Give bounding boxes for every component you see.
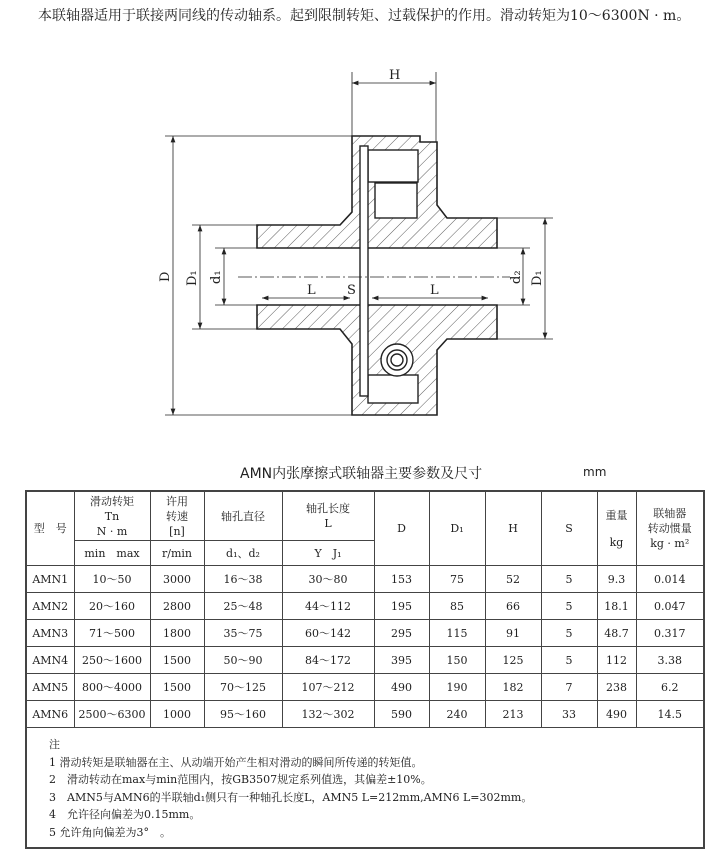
note: 3 AMN5与AMN6的半联轴d₁侧只有一种轴孔长度L，AMN5 L=212mm,AMN6 L=302mm。: [49, 790, 533, 804]
table-cell: 112: [597, 647, 636, 674]
table-cell: 395: [374, 647, 429, 674]
table-cell: 3000: [150, 566, 204, 593]
label-H: H: [389, 68, 401, 83]
table-cell: 14.5: [636, 701, 704, 728]
table-row: [26, 566, 704, 593]
label-D: D: [158, 271, 173, 282]
table-cell: 66: [485, 593, 541, 620]
table-cell: 590: [374, 701, 429, 728]
table-cell: 85: [429, 593, 485, 620]
table-cell: AMN1: [26, 566, 74, 593]
header-model: 型 号: [26, 491, 74, 566]
table-cell: 2500～6300: [74, 701, 150, 728]
label-D1-right: D₁: [530, 270, 545, 286]
table-cell: 213: [485, 701, 541, 728]
header-bore: 轴孔直径: [204, 491, 282, 541]
header-inertia: 联轴器 转动惯量 kg · m²: [636, 491, 704, 566]
table-cell: 115: [429, 620, 485, 647]
table-cell: 20～160: [74, 593, 150, 620]
table-cell: 0.014: [636, 566, 704, 593]
header-length-sub: Y J₁: [282, 541, 374, 566]
table-cell: AMN6: [26, 701, 74, 728]
table-cell: 50～90: [204, 647, 282, 674]
header-D1: D₁: [429, 491, 485, 566]
header-speed: 许用 转速 [n]: [150, 491, 204, 541]
table-cell: 195: [374, 593, 429, 620]
table-cell: 6.2: [636, 674, 704, 701]
note: 注: [49, 738, 60, 751]
header-D: D: [374, 491, 429, 566]
table-cell: 1500: [150, 674, 204, 701]
table-cell: 30～80: [282, 566, 374, 593]
note: 5 允许角向偏差为3° 。: [49, 825, 171, 839]
note: 1 滑动转矩是联轴器在主、从动端开始产生相对滑动的瞬间所传递的转矩值。: [49, 755, 423, 769]
table-cell: 240: [429, 701, 485, 728]
header-S: S: [541, 491, 597, 566]
table-cell: 25～48: [204, 593, 282, 620]
note: 2 滑动转动在max与min范围内，按GB3507规定系列值选，其偏差±10%。: [49, 773, 432, 786]
header-speed-sub: r/min: [150, 541, 204, 566]
table-cell: 75: [429, 566, 485, 593]
table-cell: 0.047: [636, 593, 704, 620]
table-cell: 48.7: [597, 620, 636, 647]
table-cell: 35～75: [204, 620, 282, 647]
note: 4 允许径向偏差为0.15mm。: [49, 808, 201, 821]
table-cell: 5: [541, 647, 597, 674]
label-d1: d₁: [209, 270, 224, 284]
header-bore-sub: d₁、d₂: [204, 541, 282, 566]
label-D1-left: D₁: [185, 270, 200, 286]
table-cell: 153: [374, 566, 429, 593]
header-length: 轴孔长度 L: [282, 491, 374, 541]
table-cell: 0.317: [636, 620, 704, 647]
table-cell: 182: [485, 674, 541, 701]
table-row: [26, 701, 704, 728]
table-cell: 52: [485, 566, 541, 593]
table-cell: 84～172: [282, 647, 374, 674]
table-cell: 44～112: [282, 593, 374, 620]
table-cell: 9.3: [597, 566, 636, 593]
table-cell: 1800: [150, 620, 204, 647]
label-S: S: [347, 283, 356, 298]
table-cell: AMN5: [26, 674, 74, 701]
table-cell: 800～4000: [74, 674, 150, 701]
table-cell: 95～160: [204, 701, 282, 728]
label-L-left: L: [307, 283, 316, 298]
table-cell: 5: [541, 620, 597, 647]
table-cell: 150: [429, 647, 485, 674]
table-cell: 60～142: [282, 620, 374, 647]
table-cell: 295: [374, 620, 429, 647]
table-cell: 10～50: [74, 566, 150, 593]
table-cell: 3.38: [636, 647, 704, 674]
table-cell: 18.1: [597, 593, 636, 620]
intro-paragraph: 本联轴器适用于联接两同线的传动轴系。起到限制转矩、过载保护的作用。滑动转矩为10～6300N · m。: [38, 8, 691, 24]
table-cell: 250～1600: [74, 647, 150, 674]
notes: [26, 728, 704, 849]
table-row: [26, 674, 704, 701]
table-cell: AMN3: [26, 620, 74, 647]
table-cell: 490: [374, 674, 429, 701]
table-cell: 71～500: [74, 620, 150, 647]
table-title: AMN内张摩擦式联轴器主要参数及尺寸: [240, 466, 483, 482]
table-cell: 1000: [150, 701, 204, 728]
table-cell: 16～38: [204, 566, 282, 593]
table-cell: 190: [429, 674, 485, 701]
table-cell: AMN2: [26, 593, 74, 620]
table-cell: 2800: [150, 593, 204, 620]
label-d2: d₂: [509, 270, 524, 284]
header-H: H: [485, 491, 541, 566]
table-cell: 490: [597, 701, 636, 728]
table-cell: 70～125: [204, 674, 282, 701]
header-torque-sub: min max: [74, 541, 150, 566]
table-cell: 7: [541, 674, 597, 701]
table-cell: 1500: [150, 647, 204, 674]
table-cell: 132～302: [282, 701, 374, 728]
table-cell: 91: [485, 620, 541, 647]
table-row: [26, 620, 704, 647]
table-row: [26, 593, 704, 620]
header-torque: 滑动转矩 Tn N · m: [74, 491, 150, 541]
table-cell: 238: [597, 674, 636, 701]
header-weight: 重量 kg: [597, 491, 636, 566]
table-cell: 5: [541, 566, 597, 593]
table-row: [26, 647, 704, 674]
table-cell: 33: [541, 701, 597, 728]
table-cell: 125: [485, 647, 541, 674]
parameters-table: [25, 490, 705, 849]
table-cell: 107～212: [282, 674, 374, 701]
table-cell: AMN4: [26, 647, 74, 674]
label-L-right: L: [430, 283, 439, 298]
table-cell: 5: [541, 593, 597, 620]
table-unit: mm: [583, 465, 607, 479]
